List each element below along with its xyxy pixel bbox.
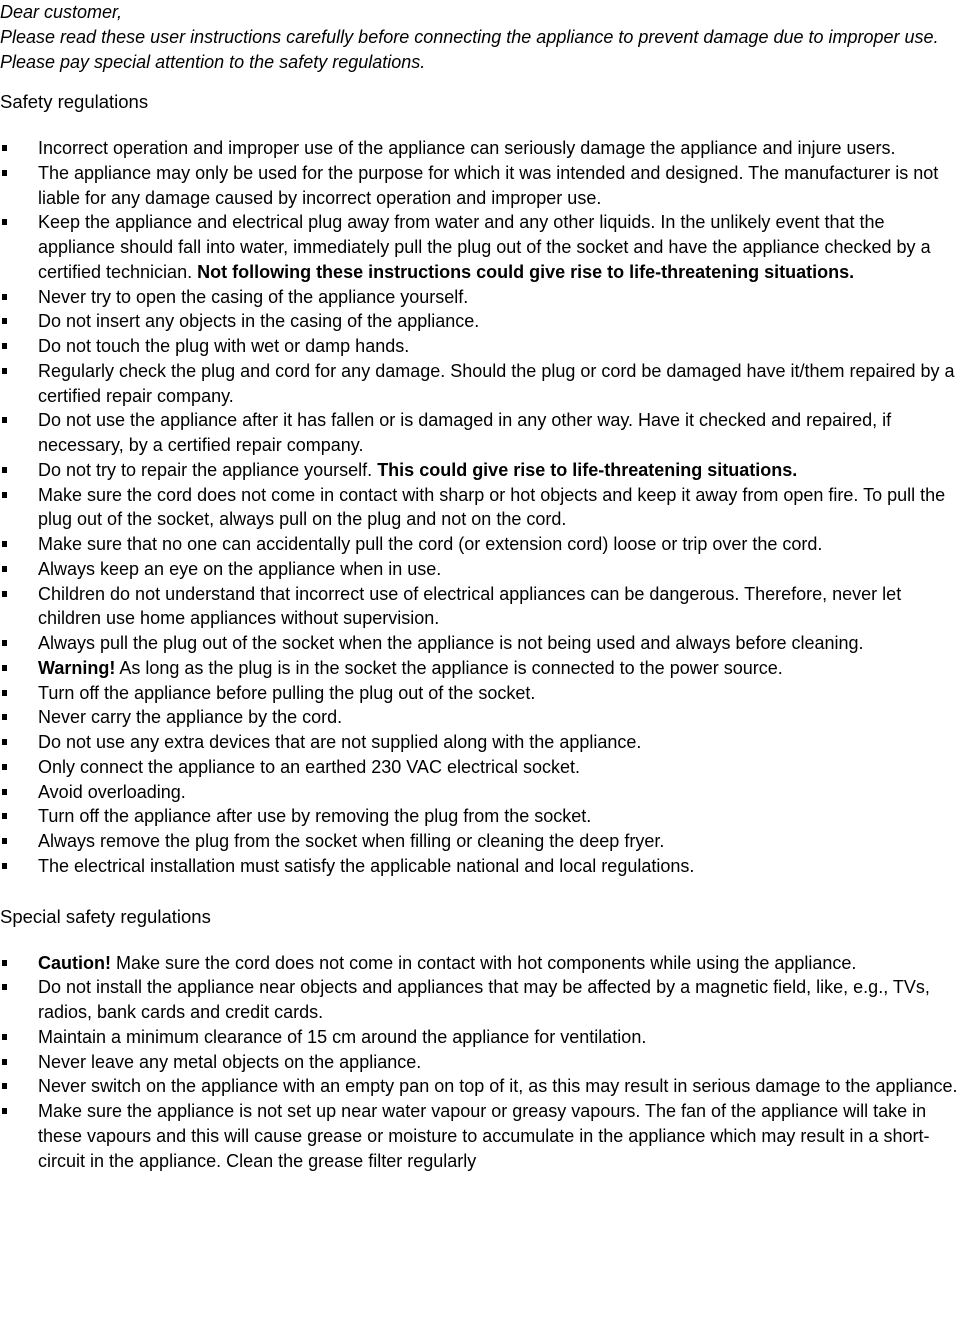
item-text: Do not try to repair the appliance yourself. <box>38 459 378 480</box>
square-bullet-icon <box>2 318 7 324</box>
list-item <box>0 557 960 582</box>
list-item <box>0 631 960 656</box>
list-item <box>0 656 960 681</box>
square-bullet-icon <box>2 467 7 473</box>
square-bullet-icon <box>2 294 7 300</box>
square-bullet-icon <box>2 566 7 572</box>
item-text: Make sure the cord does not come in contact with sharp or hot objects and keep it away from open fire. To pull the plug out of the socket, always pull on the plug and not on the cord. <box>38 484 946 530</box>
list-item <box>0 285 960 310</box>
item-text: Do not touch the plug with wet or damp hands. <box>38 336 410 357</box>
square-bullet-icon <box>2 863 7 869</box>
square-bullet-icon <box>2 170 7 176</box>
item-text: Always remove the plug from the socket when filling or cleaning the deep fryer. <box>38 831 665 852</box>
square-bullet-icon <box>2 541 7 547</box>
square-bullet-icon <box>2 960 7 966</box>
list-item <box>0 975 960 1025</box>
greeting: Dear customer, <box>0 2 123 22</box>
square-bullet-icon <box>2 1108 7 1114</box>
item-text: The appliance may only be used for the purpose for which it was intended and designed. The manufacturer is not liable for any damage caused by incorrect operation and improper use. <box>38 162 939 208</box>
item-text: Never leave any metal objects on the appliance. <box>38 1051 422 1072</box>
item-text: Make sure that no one can accidentally pull the cord (or extension cord) loose or trip over the cord. <box>38 534 823 555</box>
square-bullet-icon <box>2 764 7 770</box>
square-bullet-icon <box>2 789 7 795</box>
list-item <box>0 854 960 879</box>
item-text: Never try to open the casing of the appliance yourself. <box>38 286 469 307</box>
item-text: Keep the appliance and electrical plug away from water and any other liquids. In the unlikely event that the appliance should fall into water, immediately pull the plug out of the socket and have the appliance checked by a certified technician. <box>38 212 931 282</box>
square-bullet-icon <box>2 417 7 423</box>
list-item <box>0 829 960 854</box>
square-bullet-icon <box>2 813 7 819</box>
item-text: Regularly check the plug and cord for any damage. Should the plug or cord be damaged have it/them repaired by a certified repair company. <box>38 360 955 406</box>
list-item <box>0 136 960 161</box>
list-item <box>0 730 960 755</box>
emphasis-text: This could give rise to life-threatening situations. <box>377 459 798 480</box>
item-text: Never switch on the appliance with an empty pan on top of it, as this may result in serious damage to the appliance. <box>38 1076 958 1097</box>
item-text: Avoid overloading. <box>38 781 186 802</box>
special-safety-list <box>0 951 960 1174</box>
square-bullet-icon <box>2 145 7 151</box>
item-text: Only connect the appliance to an earthed 230 VAC electrical socket. <box>38 756 580 777</box>
item-text: Maintain a minimum clearance of 15 cm around the appliance for ventilation. <box>38 1026 647 1047</box>
list-item <box>0 483 960 533</box>
square-bullet-icon <box>2 1059 7 1065</box>
list-item <box>0 334 960 359</box>
item-text: Do not use the appliance after it has fallen or is damaged in any other way. Have it checked and repaired, if necessary, by a certified repair company. <box>38 410 892 456</box>
square-bullet-icon <box>2 739 7 745</box>
intro-paragraph: Please read these user instructions carefully before connecting the appliance to prevent damage due to improper use. Please pay special attention to the safety regulations. <box>0 27 939 72</box>
list-item <box>0 532 960 557</box>
item-text: Make sure the appliance is not set up near water vapour or greasy vapours. The fan of the appliance will take in these vapours and this will cause grease or moisture to accumulate in the appliance which may result in a short-circuit in the appliance. Clean the grease filter regularly <box>38 1101 930 1171</box>
list-item <box>0 1050 960 1075</box>
safety-list <box>0 136 960 879</box>
list-item <box>0 359 960 409</box>
square-bullet-icon <box>2 343 7 349</box>
emphasis-text: Caution! <box>38 952 111 973</box>
item-text: Turn off the appliance after use by removing the plug from the socket. <box>38 806 592 827</box>
item-text: Turn off the appliance before pulling the plug out of the socket. <box>38 682 536 703</box>
list-item <box>0 681 960 706</box>
list-item <box>0 309 960 334</box>
section-heading-special-safety: Special safety regulations <box>0 905 211 927</box>
item-text: Do not install the appliance near objects and appliances that may be affected by a magnetic field, like, e.g., TVs, radios, bank cards and credit cards. <box>38 977 930 1023</box>
list-item <box>0 1099 960 1173</box>
item-text: Always keep an eye on the appliance when in use. <box>38 558 442 579</box>
emphasis-text: Warning! <box>38 657 116 678</box>
square-bullet-icon <box>2 219 7 225</box>
square-bullet-icon <box>2 368 7 374</box>
list-item <box>0 1025 960 1050</box>
square-bullet-icon <box>2 714 7 720</box>
item-text: Always pull the plug out of the socket when the appliance is not being used and always before cleaning. <box>38 633 864 654</box>
list-item <box>0 582 960 632</box>
square-bullet-icon <box>2 591 7 597</box>
square-bullet-icon <box>2 838 7 844</box>
list-item <box>0 161 960 211</box>
square-bullet-icon <box>2 492 7 498</box>
square-bullet-icon <box>2 1083 7 1089</box>
list-item <box>0 458 960 483</box>
square-bullet-icon <box>2 984 7 990</box>
list-item <box>0 780 960 805</box>
list-item <box>0 408 960 458</box>
square-bullet-icon <box>2 640 7 646</box>
intro <box>0 0 960 74</box>
emphasis-text: Not following these instructions could give rise to life-threatening situations. <box>197 261 855 282</box>
item-text: As long as the plug is in the socket the appliance is connected to the power source. <box>115 657 783 678</box>
item-text: Never carry the appliance by the cord. <box>38 707 343 728</box>
list-item <box>0 705 960 730</box>
item-text: Do not use any extra devices that are not supplied along with the appliance. <box>38 732 642 753</box>
item-text: The electrical installation must satisfy the applicable national and local regulations. <box>38 855 695 876</box>
item-text: Make sure the cord does not come in contact with hot components while using the appliance. <box>110 952 857 973</box>
list-item <box>0 951 960 976</box>
square-bullet-icon <box>2 690 7 696</box>
section-heading-safety: Safety regulations <box>0 91 149 113</box>
item-text: Do not insert any objects in the casing of the appliance. <box>38 311 480 332</box>
item-text: Incorrect operation and improper use of the appliance can seriously damage the appliance and injure users. <box>38 138 896 159</box>
item-text: Children do not understand that incorrect use of electrical appliances can be dangerous. Therefore, never let children use home appliances without supervision. <box>38 583 902 629</box>
square-bullet-icon <box>2 665 7 671</box>
list-item <box>0 1074 960 1099</box>
list-item <box>0 804 960 829</box>
square-bullet-icon <box>2 1034 7 1040</box>
list-item <box>0 210 960 284</box>
list-item <box>0 755 960 780</box>
